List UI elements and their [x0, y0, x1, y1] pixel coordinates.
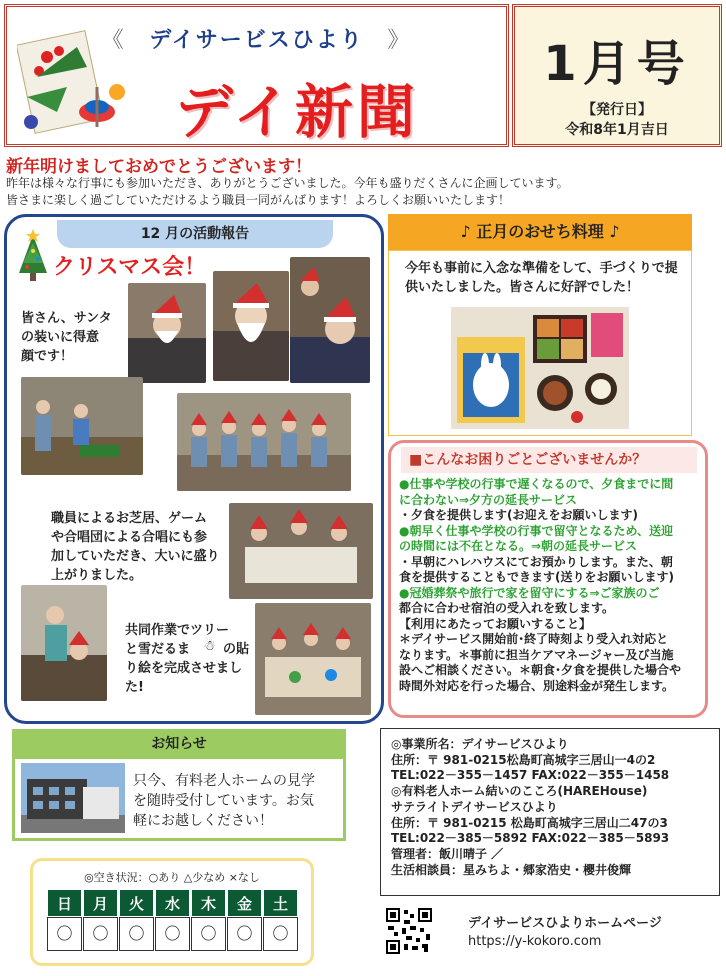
photo-choir-singing	[177, 393, 351, 491]
contact-line: TEL:022－355－1457 FAX:022－355－1458	[391, 768, 670, 783]
contact-line: 管理者：飯川晴子 ／	[391, 846, 504, 861]
caption-craft-line: た!	[125, 680, 144, 695]
contact-line: 住所：〒 981-0215 松島町高城字三居山二47の3	[391, 815, 668, 830]
caption-activities-line: 加していただき、大いに盛り	[51, 549, 220, 564]
osechi-heading: ♪ 正月のおせち料理 ♪	[388, 214, 692, 250]
notice-text	[133, 771, 315, 831]
service-line: 食を提供することもできます(送りをお願いします)	[399, 570, 674, 584]
contact-line: 生活相談員：星みちよ・郷家浩史・櫻井俊輝	[391, 862, 632, 877]
photo-osechi-dishes	[451, 307, 629, 429]
masthead	[4, 4, 509, 147]
day-header: 木	[191, 889, 226, 917]
service-line: ●朝早く仕事や学校の行事で留守となるため、送迎	[399, 523, 673, 538]
day-status: 〇	[155, 917, 190, 951]
christmas-tree-icon	[13, 229, 53, 287]
greeting-line: 昨年は様々な行事にも参加いただき、ありがとうございました。今年も盛りだくさんに企画しています。	[6, 176, 569, 190]
homepage-url-link[interactable]: https://y-kokoro.com	[468, 934, 602, 949]
bracket-right: 》	[387, 28, 412, 53]
notice-section	[12, 759, 346, 841]
day-header: 日	[47, 889, 82, 917]
day-column	[155, 889, 190, 951]
service-line: 設へご相談ください。＊朝食･夕食を提供した場合や	[399, 663, 682, 677]
osechi-text	[405, 259, 681, 297]
caption-craft-line: 共同作業でツリー	[125, 623, 230, 638]
photo-resident-santa-3	[290, 257, 370, 383]
day-header: 金	[227, 889, 262, 917]
contact-info-box	[380, 728, 720, 896]
issue-date: 令和8年1月吉日	[565, 122, 669, 138]
day-column	[119, 889, 154, 951]
day-header: 火	[119, 889, 154, 917]
service-line: 時間外対応を行った場合、別途料金が発生します。	[399, 678, 675, 693]
contact-line: TEL:022－385－5892 FAX:022－385－5893	[391, 831, 670, 846]
contact-line: ◎有料老人ホーム結いのこころ(HAREHouse)	[391, 784, 648, 799]
service-line: 【利用にあたってお願いすること】	[399, 616, 592, 631]
notice-text-line: を随時受付しています。お気	[133, 793, 314, 809]
day-column	[263, 889, 298, 951]
photo-resident-santa-1	[128, 283, 206, 383]
greeting-heading: 新年明けましておめでとうございます！	[6, 157, 312, 177]
availability-table	[47, 889, 297, 951]
issue-box	[512, 4, 722, 147]
day-column	[83, 889, 118, 951]
caption-activities-line: 上がりました。	[51, 568, 143, 583]
notice-text-line: 只今、有料老人ホームの見学	[133, 773, 315, 789]
notice-heading: お知らせ	[12, 729, 346, 759]
osechi-section	[388, 250, 692, 436]
services-list	[399, 477, 703, 694]
caption-activities-line: や合唱団による合唱にも参	[51, 530, 208, 545]
homepage-label: デイサービスひよりホームページ	[468, 916, 662, 931]
services-heading: ■こんなお困りごとございませんか？	[401, 447, 697, 473]
issue-number: 1月号	[543, 36, 691, 92]
services-section	[388, 440, 708, 718]
caption-craft-line: の貼	[223, 642, 250, 657]
qr-code[interactable]	[386, 908, 432, 954]
notice-text-line: 軽にお越しください！	[133, 813, 273, 829]
caption-craft-line: り絵を完成させまし	[125, 661, 243, 676]
day-column	[227, 889, 262, 951]
day-column	[47, 889, 82, 951]
greeting-line: 皆さまに楽しく過ごしていただけるよう職員一同がんばります！よろしくお願いいたします！	[6, 193, 511, 207]
activity-report-heading: 12 月の活動報告	[57, 220, 333, 248]
service-line: なります。＊事前に担当ケアマネージャー及び当施	[399, 647, 674, 662]
activity-report-section	[4, 214, 384, 724]
service-line: の時間には不在となる。⇒朝の延長サービス	[399, 539, 638, 553]
newsletter-title: デイ新聞	[175, 78, 419, 146]
newsletter-subtitle	[7, 23, 506, 54]
service-line: ●冠婚葬祭や旅行で家を留守にする⇒ご家族のご	[399, 585, 660, 600]
availability-legend: ◎空き状況：○あり △少なめ ×なし	[84, 871, 260, 884]
contact-line: ◎事業所名：デイサービスひより	[391, 737, 569, 751]
day-header: 月	[83, 889, 118, 917]
photo-group-collage	[255, 603, 371, 715]
issue-date-label: 【発行日】	[582, 102, 652, 118]
service-line: ＊デイサービス開始前･終了時刻より受入れ対応と	[399, 632, 669, 646]
day-status: 〇	[47, 917, 82, 951]
photo-staff-and-resident	[21, 585, 107, 701]
day-status: 〇	[191, 917, 226, 951]
day-status: 〇	[83, 917, 118, 951]
caption-craft-line: と雪だるま	[125, 642, 191, 657]
service-line: ・夕食を提供します(お迎えをお願いします)	[399, 508, 638, 522]
day-status: 〇	[227, 917, 262, 951]
caption-santa-line: 顔です！	[21, 349, 74, 364]
osechi-text-line: 今年も事前に入念な準備をして、手づくりで提	[405, 261, 678, 276]
caption-activities-line: 職員によるお芝居、ゲーム	[51, 511, 208, 526]
service-line: 都合に合わせ宿泊の受入れを致します。	[399, 601, 615, 615]
service-line: ・早朝にハレハウスにてお預かりします。また、朝	[399, 554, 673, 569]
caption-santa-line: 皆さん、サンタ	[21, 311, 112, 326]
day-status: 〇	[119, 917, 154, 951]
day-status: 〇	[263, 917, 298, 951]
photo-facility-building	[21, 763, 125, 833]
service-line: に合わない⇒夕方の延長サービス	[399, 492, 578, 507]
photo-resident-santa-2	[213, 271, 289, 381]
snowman-icon: ☃	[203, 638, 216, 654]
contact-line: サテライトデイサービスひより	[391, 799, 558, 814]
photo-craft-table	[229, 503, 373, 599]
day-header: 水	[155, 889, 190, 917]
day-header: 土	[263, 889, 298, 917]
bracket-left: 《	[101, 28, 126, 53]
day-column	[191, 889, 226, 951]
osechi-text-line: 供いたしました。皆さんに好評でした！	[405, 280, 640, 295]
contact-line: 住所：〒 981-0215松島町高城字三居山一4の2	[391, 752, 656, 767]
service-line: ●仕事や学校の行事で遅くなるので、夕食までに間	[399, 477, 674, 491]
availability-section	[30, 858, 314, 966]
photo-staff-performance	[21, 377, 143, 475]
facility-name: デイサービスひより	[149, 28, 364, 53]
caption-santa-line: の装いに得意	[21, 330, 100, 345]
christmas-party-title: クリスマス会！	[53, 255, 207, 280]
